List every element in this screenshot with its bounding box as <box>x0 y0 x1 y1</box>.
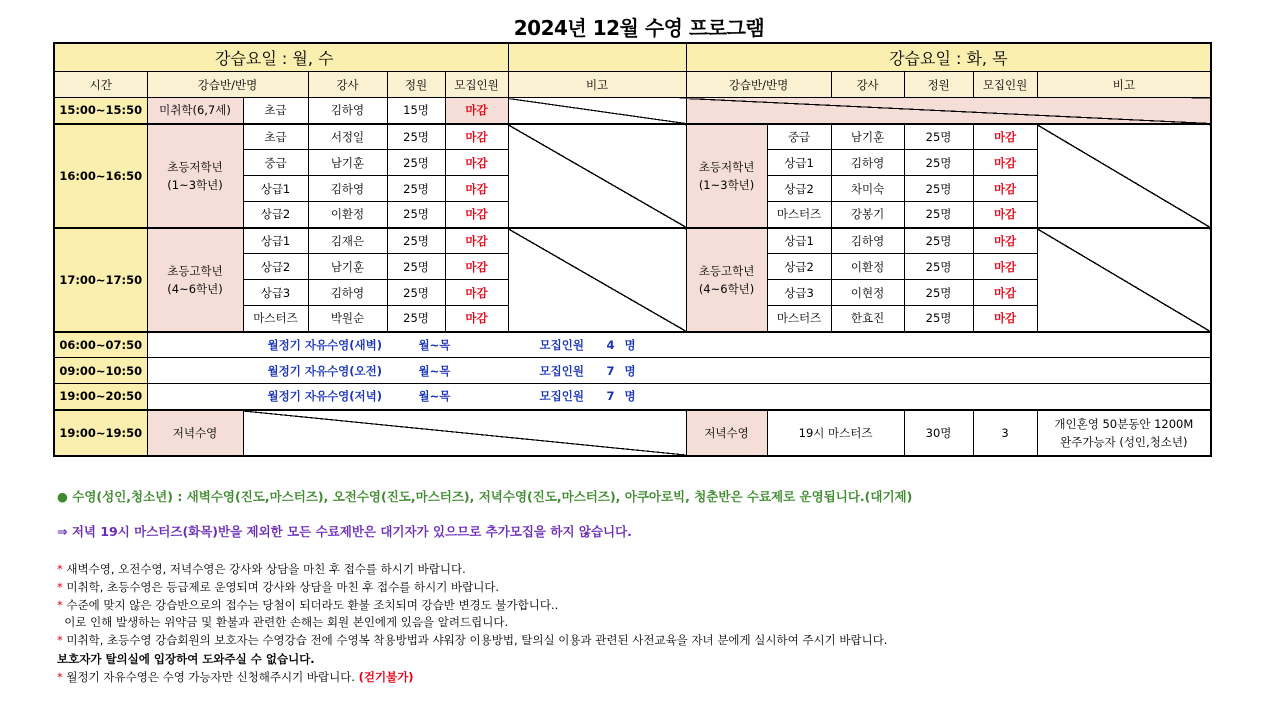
evening-note-line-1: 개인혼영 50분동안 1200M <box>1054 416 1194 431</box>
capacity: 25명 <box>387 254 445 280</box>
class-level: 상급2 <box>243 254 308 280</box>
capacity: 25명 <box>904 124 973 150</box>
note-green-text: 수영(성인,청소년) : 새벽수영(진도,마스터즈), 오전수영(진도,마스터즈), 저녁수영(진도,마스터즈), 아쿠아로빅, 청춘반은 수료제로 운영됩니다.(대기제) <box>67 489 913 504</box>
capacity: 25명 <box>387 124 445 150</box>
header-time: 시간 <box>54 72 147 98</box>
class-level: 마스터즈 <box>767 306 831 332</box>
class-name: 19시 마스터즈 <box>767 410 904 456</box>
recruit-status: 마감 <box>445 150 508 176</box>
class-group-right: 저녁수영 <box>686 410 767 456</box>
header-class-right: 강습반/반명 <box>686 72 831 98</box>
header-cap: 정원 <box>387 72 445 98</box>
note-purple: ⇒ 저녁 19시 마스터즈(화목)반을 제외한 모든 수료제반은 대기자가 있으므로 추가모집을 하지 않습니다. <box>57 524 632 539</box>
group-line-2: (1~3학년) <box>698 177 755 192</box>
header-recruit-right: 모집인원 <box>973 72 1037 98</box>
teacher: 남기훈 <box>831 124 904 150</box>
recruit-status: 마감 <box>445 202 508 228</box>
evening-note-line-2: 완주가능자 (성인,청소년) <box>1060 434 1188 449</box>
recruit-status: 마감 <box>445 254 508 280</box>
note-line <box>57 561 466 577</box>
time-cell: 09:00~10:50 <box>54 358 147 384</box>
capacity: 25명 <box>904 306 973 332</box>
note-text: 월정기 자유수영은 수영 가능자만 신청해주시기 바랍니다. <box>62 670 359 684</box>
teacher: 남기훈 <box>308 150 387 176</box>
note-empty <box>243 410 686 456</box>
group-line-2: (1~3학년) <box>167 177 223 192</box>
capacity: 25명 <box>904 150 973 176</box>
teacher: 김재은 <box>308 228 387 254</box>
teacher: 한효진 <box>831 306 904 332</box>
asterisk-icon: * <box>57 633 63 647</box>
capacity: 30명 <box>904 410 973 456</box>
note-text: 수준에 맞지 않은 강습반으로의 접수는 당첨이 되더라도 환불 조치되며 강습반 변경도 불가합니다.. <box>62 598 559 612</box>
asterisk-icon: * <box>57 670 63 684</box>
class-level: 상급2 <box>767 254 831 280</box>
class-level: 초급 <box>243 124 308 150</box>
header-teacher: 강사 <box>308 72 387 98</box>
group-line-1: 초등고학년 <box>167 263 223 278</box>
class-level: 중급 <box>243 150 308 176</box>
capacity: 25명 <box>387 176 445 202</box>
capacity: 25명 <box>904 176 973 202</box>
free-swim-label: 모집인원 <box>539 389 584 404</box>
free-swim-unit: 명 <box>624 389 636 404</box>
class-group-right <box>686 124 767 228</box>
capacity: 15명 <box>387 98 445 124</box>
teacher: 김하영 <box>831 228 904 254</box>
group-line-1: 초등고학년 <box>698 263 755 278</box>
header-note: 비고 <box>508 72 686 98</box>
time-cell: 15:00~15:50 <box>54 98 147 124</box>
free-swim-label: 모집인원 <box>539 363 584 378</box>
teacher: 이환정 <box>831 254 904 280</box>
class-level: 상급1 <box>767 150 831 176</box>
class-level: 상급1 <box>767 228 831 254</box>
teacher: 이현정 <box>831 280 904 306</box>
note-line <box>57 669 414 685</box>
class-level: 상급3 <box>243 280 308 306</box>
asterisk-icon: * <box>57 580 63 594</box>
note-green <box>57 487 912 505</box>
time-cell: 17:00~17:50 <box>54 228 147 332</box>
class-level: 마스터즈 <box>243 306 308 332</box>
recruit-status: 마감 <box>973 228 1037 254</box>
class-group: 미취학(6,7세) <box>147 98 243 124</box>
recruit-status: 마감 <box>445 98 508 124</box>
time-cell: 16:00~16:50 <box>54 124 147 228</box>
note-line <box>57 632 887 648</box>
free-swim-label: 모집인원 <box>539 337 584 352</box>
class-level: 마스터즈 <box>767 202 831 228</box>
teacher: 김하영 <box>308 98 387 124</box>
time-cell: 06:00~07:50 <box>54 332 147 358</box>
page-title: 2024년 12월 수영 프로그램 <box>513 16 765 40</box>
free-swim-count: 7 <box>606 363 615 378</box>
class-group <box>147 124 243 228</box>
free-swim-name: 월정기 자유수영(새벽) <box>267 337 382 352</box>
recruit-status: 마감 <box>445 228 508 254</box>
note-text: 미취학, 초등수영은 등급제로 운영되며 강사와 상담을 마친 후 접수를 하시기 바랍니다. <box>62 580 500 594</box>
teacher: 강봉기 <box>831 202 904 228</box>
recruit-status: 마감 <box>973 306 1037 332</box>
free-swim-count: 7 <box>606 389 615 404</box>
recruit-status: 마감 <box>445 124 508 150</box>
class-level: 상급1 <box>243 228 308 254</box>
teacher: 남기훈 <box>308 254 387 280</box>
recruit-count: 3 <box>973 410 1037 456</box>
note-text: 새벽수영, 오전수영, 저녁수영은 강사와 상담을 마친 후 접수를 하시기 바랍니다. <box>62 562 466 576</box>
group-line-1: 초등저학년 <box>698 159 755 174</box>
class-group <box>147 228 243 332</box>
capacity: 25명 <box>387 280 445 306</box>
note-line: 이로 인해 발생하는 위약금 및 환불과 관련한 손해는 회원 본인에게 있음을 알려드립니다. <box>57 615 509 629</box>
free-swim-row <box>147 332 1211 358</box>
recruit-status: 마감 <box>445 306 508 332</box>
right-empty-slot <box>686 98 1211 124</box>
note-empty <box>508 124 686 228</box>
asterisk-icon: * <box>57 598 63 612</box>
asterisk-icon: * <box>57 562 63 576</box>
free-swim-days: 월~목 <box>418 337 451 352</box>
capacity: 25명 <box>904 202 973 228</box>
note-line-bold: 보호자가 탈의실에 입장하여 도와주실 수 없습니다. <box>57 652 315 666</box>
header-teacher-right: 강사 <box>831 72 904 98</box>
teacher: 이환정 <box>308 202 387 228</box>
capacity: 25명 <box>904 254 973 280</box>
free-swim-days: 월~목 <box>418 389 451 404</box>
note-line <box>57 579 499 595</box>
capacity: 25명 <box>387 306 445 332</box>
note-warning: (걷기불가) <box>358 670 414 684</box>
evening-note <box>1037 410 1211 456</box>
class-level: 상급2 <box>243 202 308 228</box>
time-cell: 19:00~20:50 <box>54 384 147 410</box>
capacity: 25명 <box>904 280 973 306</box>
group-line-2: (4~6학년) <box>698 281 755 296</box>
free-swim-count: 4 <box>606 337 615 352</box>
free-swim-unit: 명 <box>624 337 636 352</box>
group-line-1: 초등저학년 <box>167 159 223 174</box>
recruit-status: 마감 <box>973 254 1037 280</box>
note-text: 미취학, 초등수영 강습회원의 보호자는 수영강습 전에 수영복 착용방법과 샤워장 이용방법, 탈의실 이용과 관련된 사전교육을 자녀 분에게 실시하여 주시기 바랍니다. <box>62 633 888 647</box>
note-empty <box>1037 124 1211 228</box>
note-empty <box>508 228 686 332</box>
class-group-right <box>686 228 767 332</box>
recruit-status: 마감 <box>973 202 1037 228</box>
header-recruit: 모집인원 <box>445 72 508 98</box>
note-empty <box>508 98 686 124</box>
schedule-table <box>53 42 1212 457</box>
left-day-header: 강습요일 : 월, 수 <box>54 43 508 72</box>
header-note-right: 비고 <box>1037 72 1211 98</box>
recruit-status: 마감 <box>973 150 1037 176</box>
note-line <box>57 597 558 613</box>
time-cell: 19:00~19:50 <box>54 410 147 456</box>
free-swim-row <box>147 384 1211 410</box>
teacher: 서정일 <box>308 124 387 150</box>
teacher: 김하영 <box>831 150 904 176</box>
note-empty <box>1037 228 1211 332</box>
recruit-status: 마감 <box>973 176 1037 202</box>
recruit-status: 마감 <box>445 280 508 306</box>
group-line-2: (4~6학년) <box>167 281 223 296</box>
capacity: 25명 <box>387 150 445 176</box>
free-swim-days: 월~목 <box>418 363 451 378</box>
capacity: 25명 <box>904 228 973 254</box>
class-level: 상급3 <box>767 280 831 306</box>
class-level: 초급 <box>243 98 308 124</box>
recruit-status: 마감 <box>973 280 1037 306</box>
class-level: 상급2 <box>767 176 831 202</box>
free-swim-name: 월정기 자유수영(저녁) <box>267 389 382 404</box>
right-day-header: 강습요일 : 화, 목 <box>686 43 1211 72</box>
teacher: 김하영 <box>308 280 387 306</box>
capacity: 25명 <box>387 202 445 228</box>
teacher: 차미숙 <box>831 176 904 202</box>
teacher: 박원순 <box>308 306 387 332</box>
capacity: 25명 <box>387 228 445 254</box>
free-swim-row <box>147 358 1211 384</box>
header-class: 강습반/반명 <box>147 72 308 98</box>
class-level: 중급 <box>767 124 831 150</box>
free-swim-unit: 명 <box>624 363 636 378</box>
class-group: 저녁수영 <box>147 410 243 456</box>
class-level: 상급1 <box>243 176 308 202</box>
recruit-status: 마감 <box>445 176 508 202</box>
free-swim-name: 월정기 자유수영(오전) <box>267 363 382 378</box>
teacher: 김하영 <box>308 176 387 202</box>
header-cap-right: 정원 <box>904 72 973 98</box>
bullet-icon: ● <box>57 489 68 504</box>
recruit-status: 마감 <box>973 124 1037 150</box>
